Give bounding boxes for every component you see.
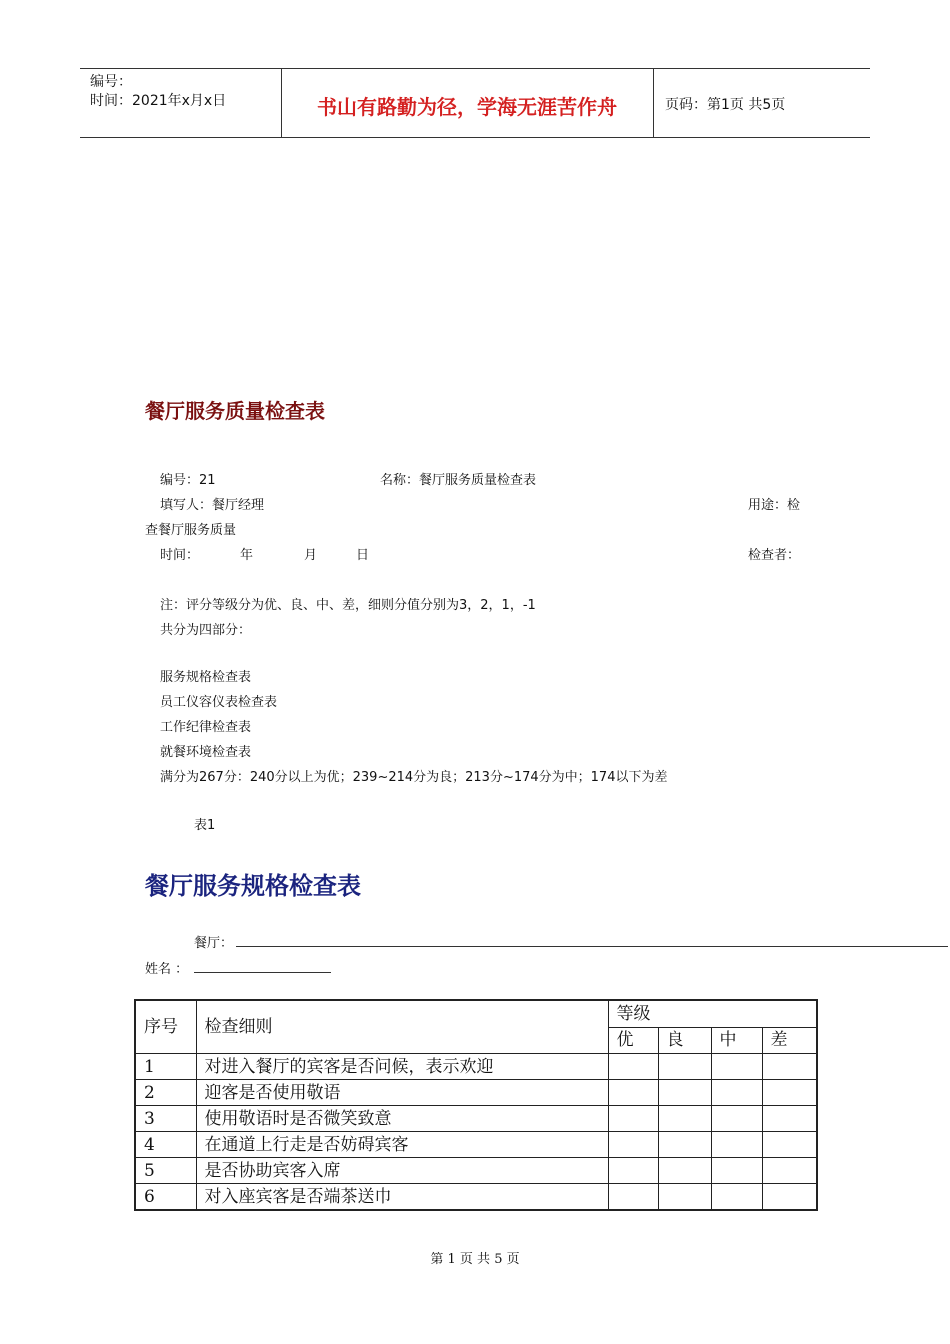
table-ref: 表1	[194, 818, 216, 833]
meta-name: 名称：餐厅服务质量检查表	[380, 473, 537, 488]
row-item: 对入座宾客是否端茶送巾	[196, 1184, 608, 1211]
row-item: 使用敬语时是否微笑致意	[196, 1106, 608, 1132]
grade-average: 中	[711, 1027, 762, 1054]
inspection-table	[134, 999, 818, 1211]
meta-month: 月	[304, 548, 318, 563]
header-page-info: 页码：第1页 共5页	[665, 97, 786, 113]
note-score: 满分为267分：240分以上为优；239~214分为良；213分~174分为中；174以下为差	[160, 770, 668, 785]
grade-cell[interactable]	[762, 1132, 817, 1158]
page-footer: 第 1 页 共 5 页	[430, 1252, 520, 1267]
meta-day: 日	[356, 548, 370, 563]
grade-cell[interactable]	[608, 1158, 658, 1184]
table-row	[135, 1184, 817, 1211]
grade-cell[interactable]	[711, 1054, 762, 1080]
meta-inspector: 检查者：	[748, 548, 801, 563]
grade-cell[interactable]	[608, 1080, 658, 1106]
note-parts-intro: 共分为四部分：	[160, 623, 252, 638]
table-row	[135, 1106, 817, 1132]
grade-good: 良	[658, 1027, 711, 1054]
grade-cell[interactable]	[711, 1106, 762, 1132]
row-item: 对进入餐厅的宾客是否问候，表示欢迎	[196, 1054, 608, 1080]
col-header-grade: 等级	[608, 1000, 817, 1027]
row-no: 5	[135, 1158, 196, 1184]
grade-cell[interactable]	[762, 1080, 817, 1106]
header-code: 编号：	[90, 74, 132, 90]
meta-time: 时间：	[160, 548, 200, 563]
header-motto: 书山有路勤为径，学海无涯苦作舟	[317, 95, 617, 119]
note-part: 就餐环境检查表	[160, 745, 252, 760]
grade-cell[interactable]	[608, 1106, 658, 1132]
meta-year: 年	[240, 548, 254, 563]
grade-cell[interactable]	[711, 1080, 762, 1106]
row-no: 3	[135, 1106, 196, 1132]
meta-usage: 用途：检	[748, 498, 801, 513]
row-no: 6	[135, 1184, 196, 1211]
table-header-row	[135, 1000, 817, 1027]
note-part: 员工仪容仪表检查表	[160, 695, 278, 710]
header-time: 时间：2021年x月x日	[90, 93, 227, 109]
header-meta	[90, 73, 226, 111]
grade-excellent: 优	[608, 1027, 658, 1054]
page-header	[80, 68, 870, 138]
table-row	[135, 1054, 817, 1080]
grade-cell[interactable]	[658, 1054, 711, 1080]
grade-cell[interactable]	[608, 1132, 658, 1158]
restaurant-label: 餐厅：	[194, 936, 234, 951]
grade-cell[interactable]	[711, 1184, 762, 1211]
row-no: 1	[135, 1054, 196, 1080]
grade-cell[interactable]	[658, 1106, 711, 1132]
meta-usage-cont: 查餐厅服务质量	[145, 523, 237, 538]
col-header-no: 序号	[135, 1000, 196, 1054]
grade-poor: 差	[762, 1027, 817, 1054]
grade-cell[interactable]	[658, 1184, 711, 1211]
note-grading: 注：评分等级分为优、良、中、差，细则分值分别为3，2，1，-1	[160, 598, 536, 613]
table-row	[135, 1132, 817, 1158]
row-item: 在通道上行走是否妨碍宾客	[196, 1132, 608, 1158]
header-divider	[653, 69, 654, 137]
grade-cell[interactable]	[658, 1132, 711, 1158]
restaurant-input-line[interactable]	[236, 946, 948, 947]
grade-cell[interactable]	[762, 1158, 817, 1184]
row-no: 2	[135, 1080, 196, 1106]
table-row	[135, 1080, 817, 1106]
grade-cell[interactable]	[711, 1132, 762, 1158]
note-part: 工作纪律检查表	[160, 720, 252, 735]
row-item: 是否协助宾客入席	[196, 1158, 608, 1184]
meta-code: 编号：21	[160, 473, 216, 488]
col-header-item: 检查细则	[196, 1000, 608, 1054]
row-no: 4	[135, 1132, 196, 1158]
grade-cell[interactable]	[762, 1106, 817, 1132]
row-item: 迎客是否使用敬语	[196, 1080, 608, 1106]
grade-cell[interactable]	[608, 1184, 658, 1211]
grade-cell[interactable]	[658, 1158, 711, 1184]
section-title: 餐厅服务规格检查表	[145, 871, 361, 900]
meta-filler: 填写人：餐厅经理	[160, 498, 265, 513]
doc-title: 餐厅服务质量检查表	[145, 399, 325, 423]
name-label: 姓名 ：	[145, 962, 189, 977]
table-row	[135, 1158, 817, 1184]
grade-cell[interactable]	[711, 1158, 762, 1184]
name-input-line[interactable]	[194, 972, 331, 973]
note-part: 服务规格检查表	[160, 670, 252, 685]
grade-cell[interactable]	[658, 1080, 711, 1106]
grade-cell[interactable]	[608, 1054, 658, 1080]
grade-cell[interactable]	[762, 1054, 817, 1080]
grade-cell[interactable]	[762, 1184, 817, 1211]
